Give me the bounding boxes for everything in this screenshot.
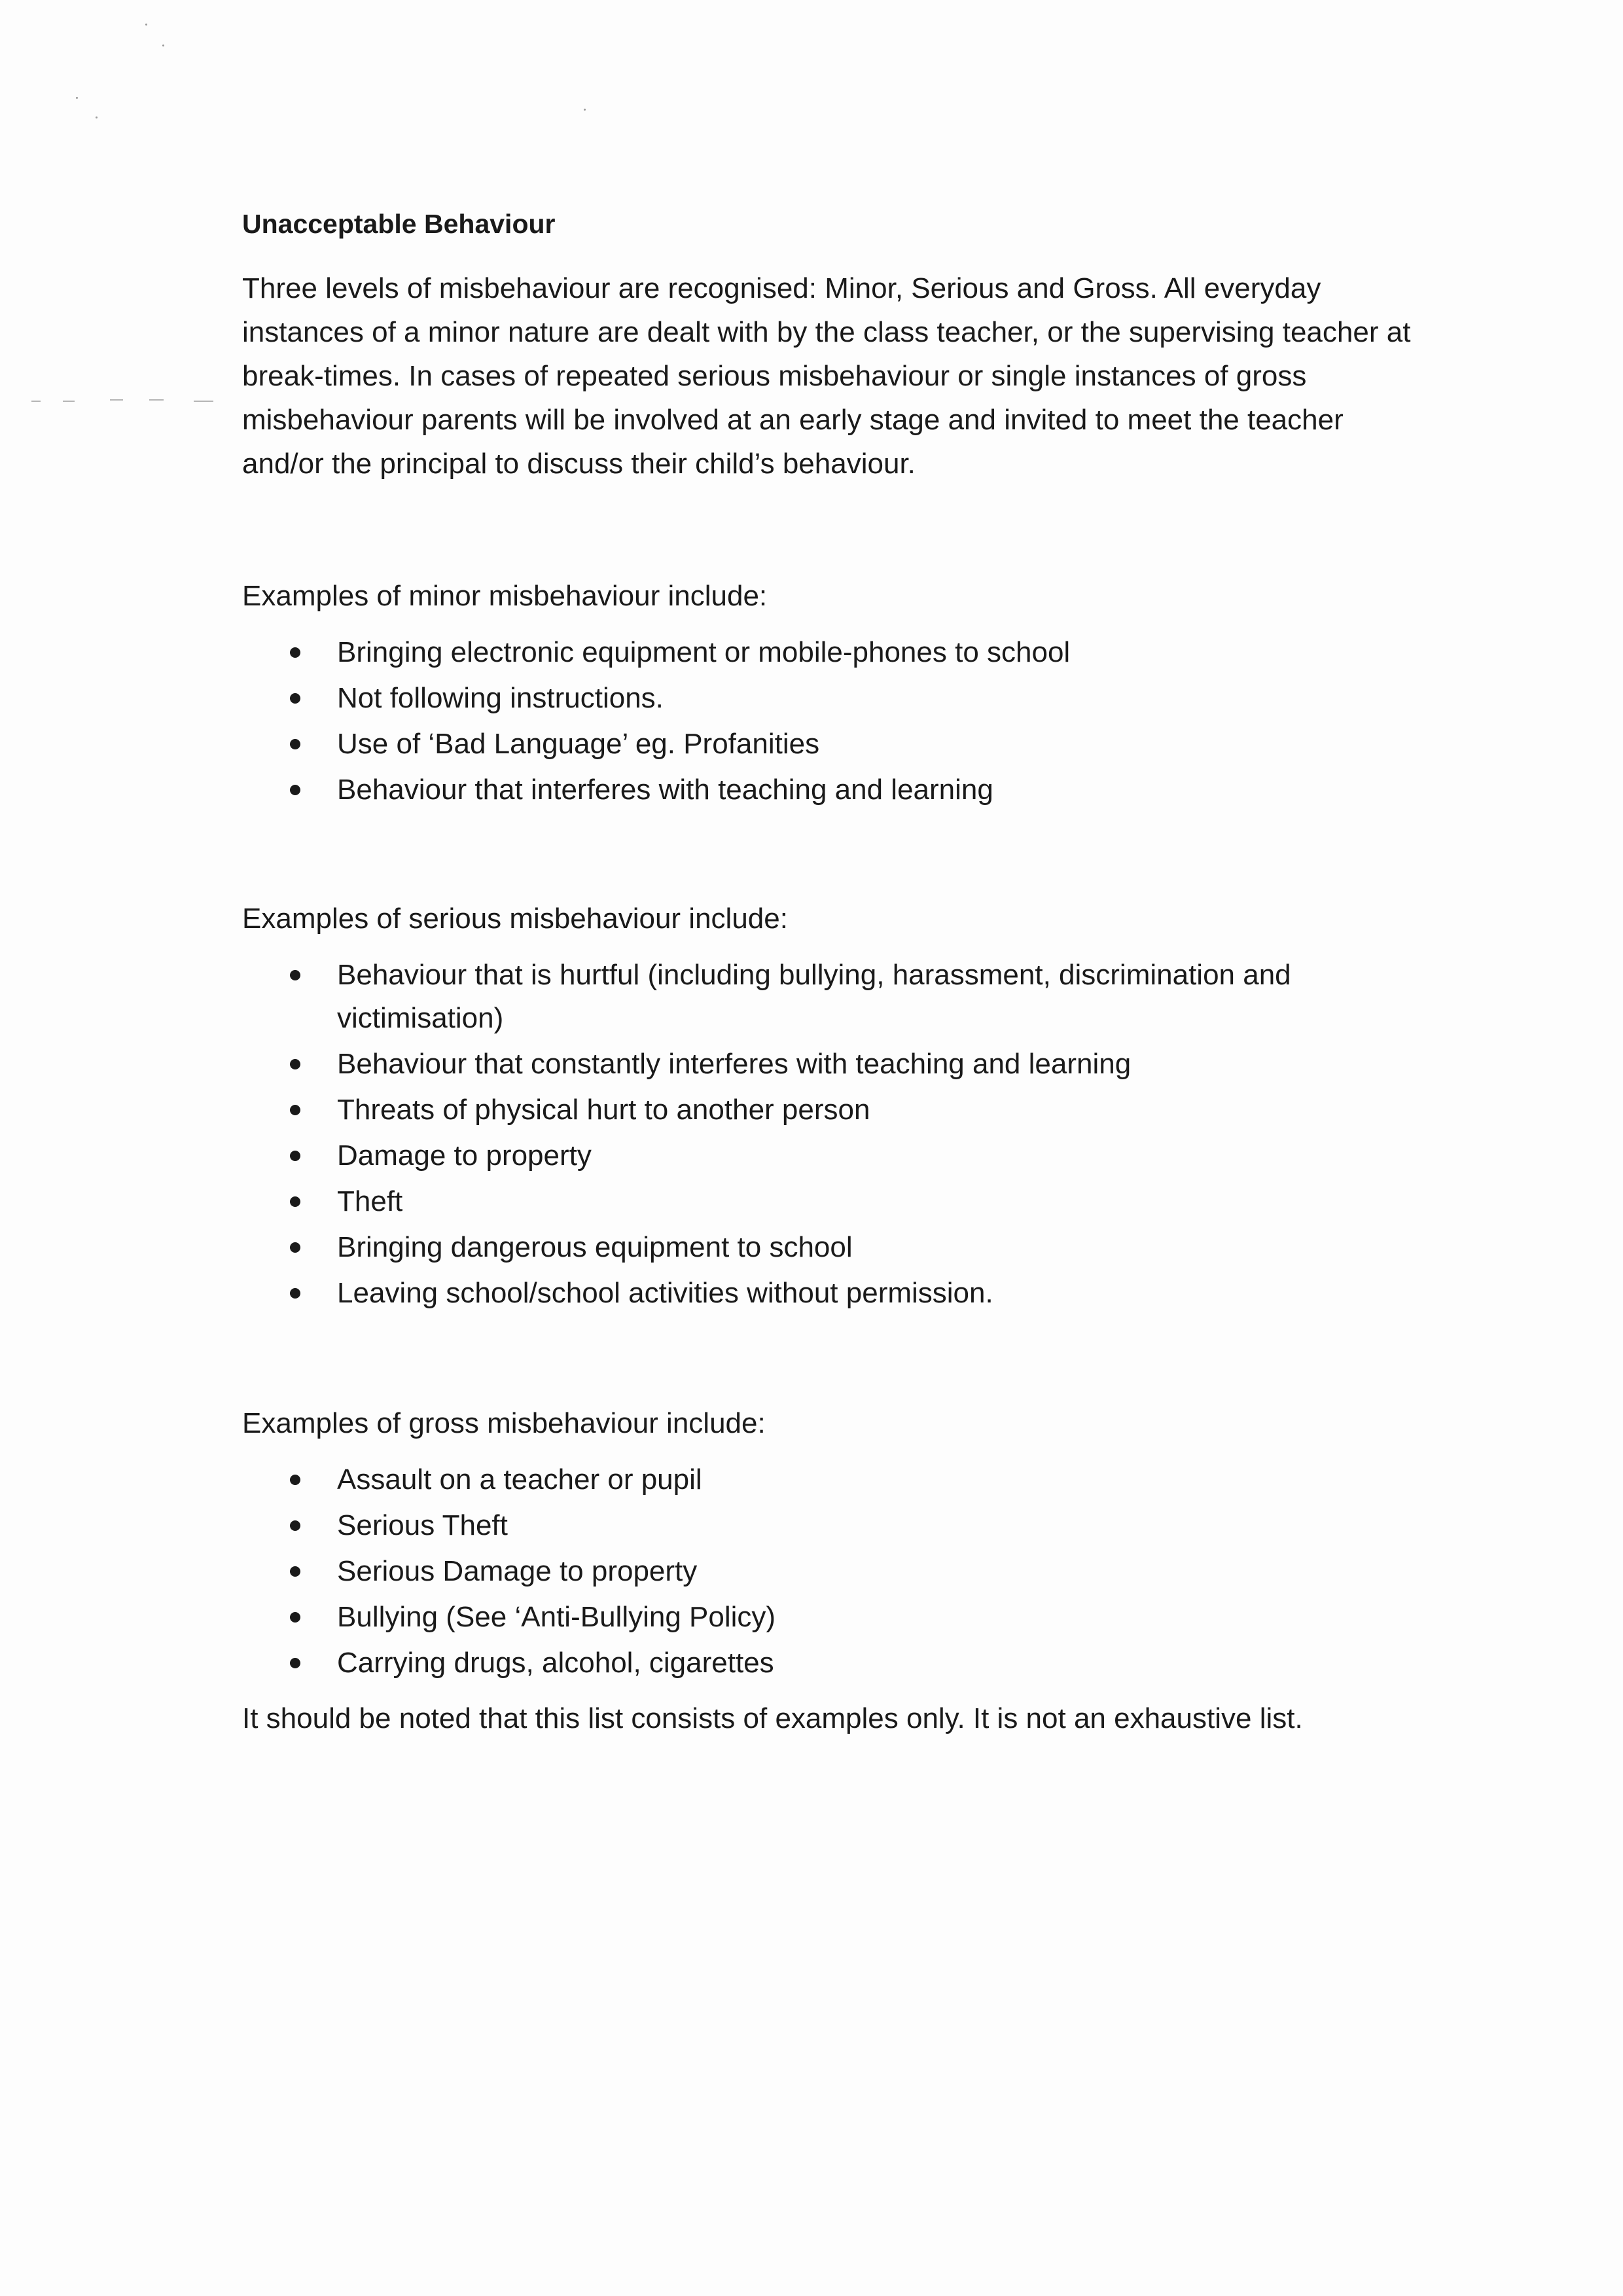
scan-mark [31,401,41,402]
list-item-text: Bringing dangerous equipment to school [337,1231,853,1264]
scan-speck [584,109,586,111]
list-item-text: Behaviour that is hurtful (including bullying, harassment, discrimination and victimisation) [337,959,1291,1035]
list-item-text: Behaviour that interferes with teaching and learning [337,774,993,806]
list-item-text: Damage to property [337,1139,592,1172]
list-item-text: Not following instructions. [337,682,664,715]
bullet-icon [290,1658,300,1668]
list-item [242,1088,1450,1132]
list-item [242,723,1450,766]
list-item-text: Bringing electronic equipment or mobile-phones to school [337,636,1071,669]
bullet-icon [290,1520,300,1531]
serious-examples-list [242,954,1420,1315]
minor-examples-list [242,631,1420,812]
list-item [242,677,1450,720]
list-item-text: Use of ‘Bad Language’ eg. Profanities [337,728,820,761]
bullet-icon [290,1242,300,1253]
list-item-text: Threats of physical hurt to another person [337,1094,870,1126]
section-heading: Unacceptable Behaviour [242,209,556,239]
list-item [242,954,1450,1040]
scan-speck [162,45,164,46]
list-item [242,1641,1450,1685]
list-item [242,1458,1450,1501]
minor-examples-title: Examples of minor misbehaviour include: [242,580,768,613]
scan-mark [149,399,164,401]
list-item-text: Leaving school/school activities without permission. [337,1277,993,1310]
list-item-text: Assault on a teacher or pupil [337,1463,702,1496]
gross-examples-list [242,1458,1420,1685]
scan-mark [110,399,123,401]
list-item [242,631,1450,674]
bullet-icon [290,970,300,980]
bullet-icon [290,739,300,749]
list-item-text: Bullying (See ‘Anti-Bullying Policy) [337,1601,776,1634]
bullet-icon [290,1196,300,1207]
list-item [242,1504,1450,1547]
list-item [242,1550,1450,1593]
serious-examples-title: Examples of serious misbehaviour include: [242,903,788,935]
scan-speck [145,24,147,26]
list-item [242,768,1450,812]
scan-speck [76,97,78,99]
list-item-text: Behaviour that constantly interferes with teaching and learning [337,1048,1132,1081]
list-item-text: Theft [337,1185,403,1218]
list-item [242,1226,1450,1269]
bullet-icon [290,1612,300,1623]
list-item [242,1596,1450,1639]
bullet-icon [290,693,300,704]
closing-note: It should be noted that this list consists of examples only. It is not an exhaustive list. [242,1702,1303,1735]
list-item [242,1272,1450,1315]
list-item-text: Serious Damage to property [337,1555,698,1588]
intro-paragraph: Three levels of misbehaviour are recognised: Minor, Serious and Gross. All everyday instances of a minor nature are dealt with by the class teacher, or the supervising teacher at break-times. In cases of repeated serious misbehaviour or single instances of gross misbehaviour parents will be involved at an early stage and invited to meet the teacher and/or the principal to discuss their child’s behaviour. [242,272,1411,480]
bullet-icon [290,647,300,658]
bullet-icon [290,785,300,795]
bullet-icon [290,1288,300,1299]
list-item [242,1180,1450,1223]
list-item [242,1134,1450,1177]
bullet-icon [290,1475,300,1485]
list-item-text: Carrying drugs, alcohol, cigarettes [337,1647,774,1679]
scan-mark [194,401,213,402]
scan-mark [63,401,75,402]
list-item [242,1043,1450,1086]
document-body [242,208,1420,1740]
bullet-icon [290,1566,300,1577]
gross-examples-title: Examples of gross misbehaviour include: [242,1407,766,1440]
bullet-icon [290,1151,300,1161]
scan-speck [96,117,98,118]
list-item-text: Serious Theft [337,1509,508,1542]
bullet-icon [290,1105,300,1115]
bullet-icon [290,1059,300,1069]
